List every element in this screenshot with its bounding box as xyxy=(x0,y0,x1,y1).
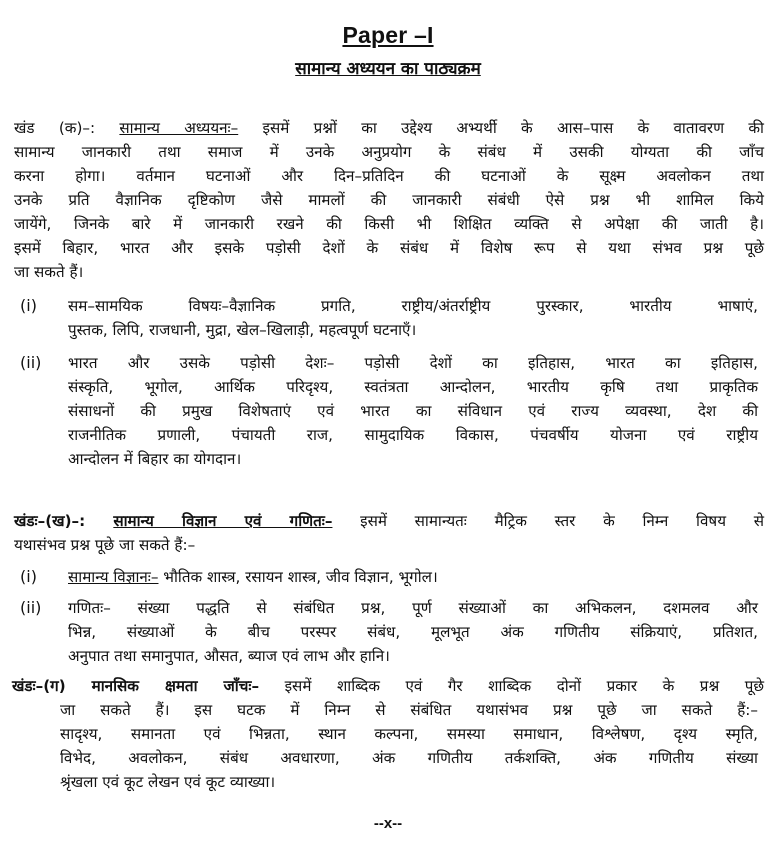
section-a-line-1: खंड (क)–: सामान्य अध्ययनः– इसमें प्रश्नों का उद्देश्य अभ्यर्थी के आस–पास के वातावरण की xyxy=(14,119,764,137)
section-c-line: श्रृंखला एवं कूट लेखन एवं कूट व्याख्या। xyxy=(60,773,276,791)
list-marker: (ii) xyxy=(20,353,42,372)
page-title: Paper –I xyxy=(342,22,434,48)
section-a-line: जायेंगे, जिनके बारे में जानकारी रखने की किसी भी शिक्षित व्यक्ति से अपेक्षा की जाती है। xyxy=(14,215,764,233)
list-item-line: सम–सामयिक विषयः–वैज्ञानिक प्रगति, राष्ट्रीय/अंतर्राष्ट्रीय पुरस्कार, भारतीय भाषाएं, xyxy=(68,297,758,315)
end-mark: --x-- xyxy=(373,815,403,832)
section-b-line: यथासंभव प्रश्न पूछे जा सकते हैं:– xyxy=(14,536,196,554)
list-item-line: भिन्न, संख्याओं के बीच परस्पर संबंध, मूलभूत अंक गणितीय संक्रियाएं, प्रतिशत, xyxy=(68,623,758,641)
list-marker: (ii) xyxy=(20,598,42,617)
section-a-line: उनके प्रति वैज्ञानिक दृष्टिकोण जैसे मामलों की जानकारी संबंधी ऐसे प्रश्न भी शामिल किये xyxy=(14,191,764,209)
list-marker: (i) xyxy=(20,567,37,586)
list-item-line: संसाधनों की प्रमुख विशेषताएं एवं भारत का संविधान एवं राज्य व्यवस्था, देश की xyxy=(68,402,758,420)
list-item-line: गणितः– संख्या पद्धति से संबंधित प्रश्न, पूर्ण संख्याओं का अभिकलन, दशमलव और xyxy=(68,599,758,617)
list-item-line: संस्कृति, भूगोल, आर्थिक परिदृश्य, स्वतंत्रता आन्दोलन, भारतीय कृषि तथा प्राकृतिक xyxy=(68,378,758,396)
science-heading: सामान्य विज्ञानः– xyxy=(68,568,159,586)
section-c-line: विभेद, अवलोकन, संबंध अवधारणा, अंक गणितीय तर्कशक्ति, अंक गणितीय संख्या xyxy=(60,749,758,767)
list-item-line: आन्दोलन में बिहार का योगदान। xyxy=(68,450,242,468)
list-item-line: पुस्तक, लिपि, राजधानी, मुद्रा, खेल–खिलाड़ी, महत्वपूर्ण घटनाएँ। xyxy=(68,321,417,339)
section-a-line: करना होगा। वर्तमान घटनाओं और दिन–प्रतिदिन की घटनाओं के सूक्ष्म अवलोकन तथा xyxy=(14,167,764,185)
section-a-label: खंड (क)–: xyxy=(14,119,120,137)
list-item-line: राजनीतिक प्रणाली, पंचायती राज, सामुदायिक विकास, पंचवर्षीय योजना एवं राष्ट्रीय xyxy=(68,426,758,444)
list-item-line: भारत और उसके पड़ोसी देशः– पड़ोसी देशों का इतिहास, भारत का इतिहास, xyxy=(68,354,758,372)
section-b-label: खंडः–(ख)–: xyxy=(14,512,114,530)
section-c-line: सादृश्य, समानता एवं भिन्नता, स्थान कल्पना, समस्या समाधान, विश्लेषण, दृश्य स्मृति, xyxy=(60,725,758,743)
section-a-line: जा सकते हैं। xyxy=(14,263,84,281)
section-c-label: खंडः–(ग) मानसिक क्षमता जाँचः– xyxy=(12,677,260,695)
list-item-line: सामान्य विज्ञानः– भौतिक शास्त्र, रसायन शास्त्र, जीव विज्ञान, भूगोल। xyxy=(68,568,438,586)
section-c-line-1: खंडः–(ग) मानसिक क्षमता जाँचः– इसमें शाब्दिक एवं गैर शाब्दिक दोनों प्रकार के प्रश्न पूछे xyxy=(12,677,764,695)
list-marker: (i) xyxy=(20,296,37,315)
section-b-heading: सामान्य विज्ञान एवं गणितः– xyxy=(113,512,333,530)
list-item-line: अनुपात तथा समानुपात, औसत, ब्याज एवं लाभ और हानि। xyxy=(68,647,390,665)
section-a-line: इसमें बिहार, भारत और इसके पड़ोसी देशों के संबंध में विशेष रूप से यथा संभव प्रश्न पूछे xyxy=(14,239,764,257)
section-a-heading: सामान्य अध्ययनः– xyxy=(119,119,239,137)
page-subtitle: सामान्य अध्ययन का पाठ्यक्रम xyxy=(295,59,481,79)
section-a-line: सामान्य जानकारी तथा समाज में उनके अनुप्रयोग के संबंध में उसकी योग्यता की जाँच xyxy=(14,143,764,161)
section-c-line: जा सकते हैं। इस घटक में निम्न से संबंधित यथासंभव प्रश्न पूछे जा सकते हैं:– xyxy=(60,701,758,719)
section-b-line-1: खंडः–(ख)–: सामान्य विज्ञान एवं गणितः– इसमें सामान्यतः मैट्रिक स्तर के निम्न विषय से xyxy=(14,512,764,530)
